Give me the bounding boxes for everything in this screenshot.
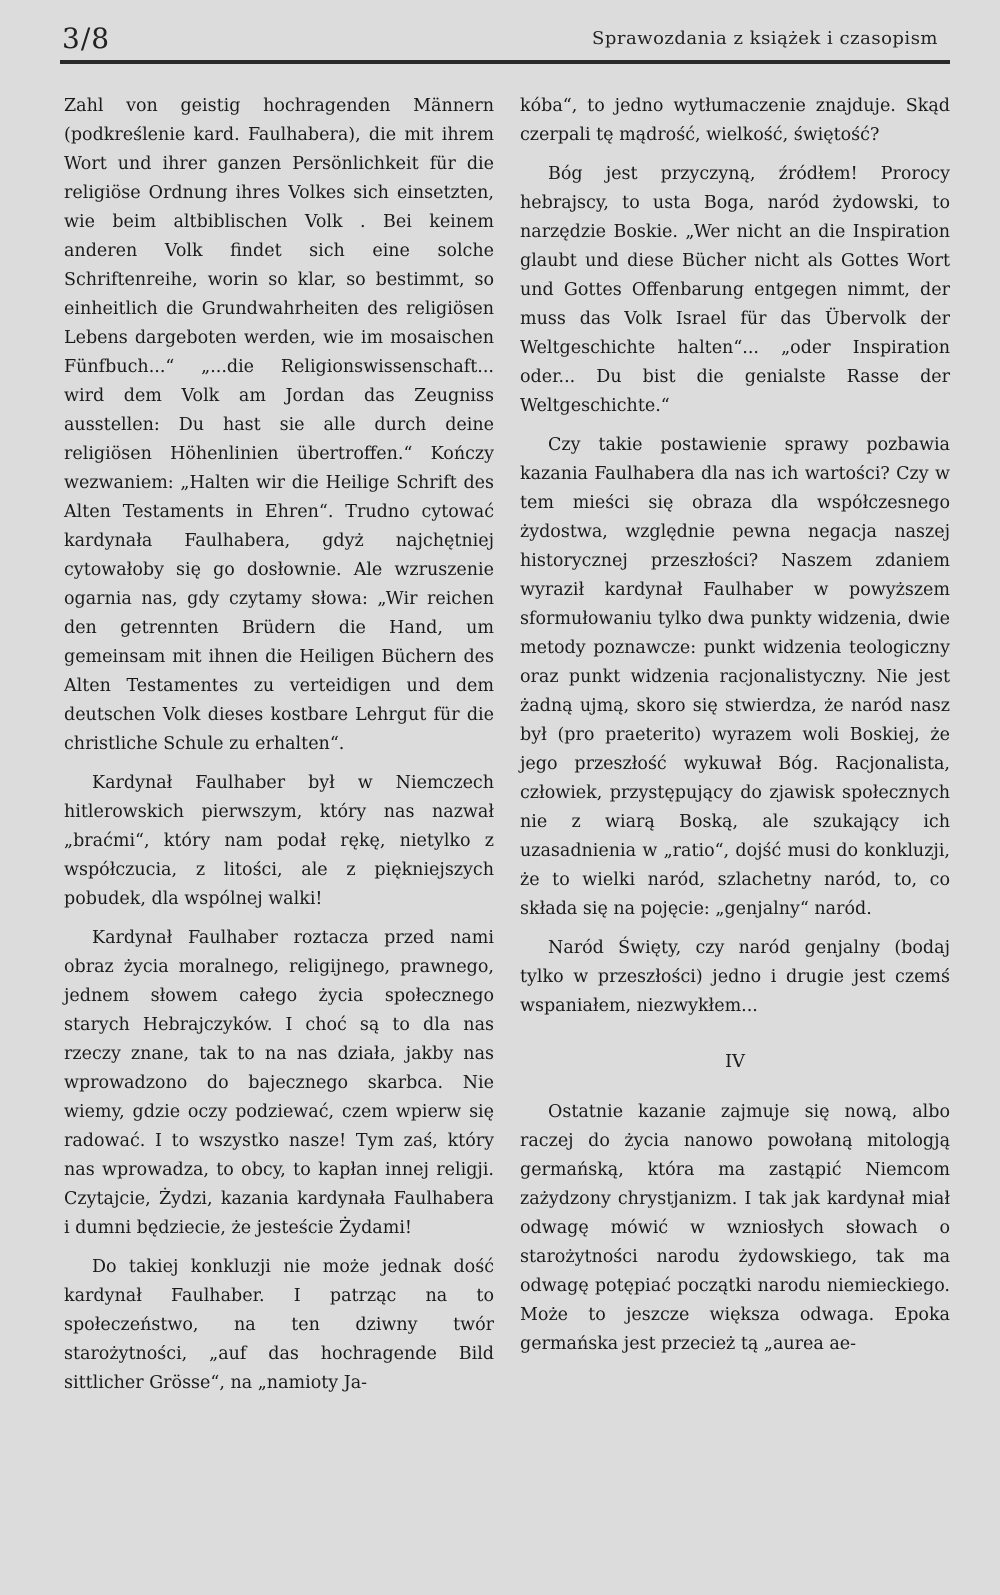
left-column	[64, 92, 494, 1398]
header-rule	[60, 60, 950, 64]
paragraph: Czy takie postawienie sprawy pozbawia kazania Faulhabera dla nas ich wartości? Czy w tem mieści się obraza dla współczesnego żydostwa, względnie pewna negacja naszej historycznej przeszłości? Naszem zdaniem wyraził kardynał Faulhaber w powyższem sformułowaniu tylko dwa punkty widzenia, dwie metody poznawcze: punkt widzenia teologiczny oraz punkt widzenia racjonalistyczny. Nie jest żadną ujmą, skoro się stwierdza, że naród nasz był (pro praeterito) wyrazem woli Boskiej, że jego przeszłość wykuwał Bóg. Racjonalista, człowiek, przystępujący do zjawisk społecznych nie z wiarą Boską, ale szukający ich uzasadnienia w „ratio“, dojść musi do konkluzji, że to wielki naród, szlachetny naród, to, co składa się na pojęcie: „genjalny“ naród.	[520, 435, 950, 919]
paragraph: Bóg jest przyczyną, źródłem! Prorocy hebrajscy, to usta Boga, naród żydowski, to narzędzie Boskie. „Wer nicht an die Inspiration glaubt und diese Bücher nicht als Gottes Wort und Gottes Offenbarung entgegen nimmt, der muss das Volk Israel für das Übervolk der Weltgeschichte halten“... „oder Inspiration oder... Du bist die genialste Rasse der Weltgeschichte.“	[520, 164, 950, 416]
paragraph: kóba“, to jedno wytłumaczenie znajduje. Skąd czerpali tę mądrość, wielkość, świętość?	[520, 96, 950, 145]
paragraph: Kardynał Faulhaber roztacza przed nami obraz życia moralnego, religijnego, prawnego, jednem słowem całego życia społecznego starych Hebrajczyków. I choć są to dla nas rzeczy znane, tak to na nas działa, jakby nas wprowadzono do bajecznego skarbca. Nie wiemy, gdzie oczy podziewać, czem wpierw się radować. I to wszystko nasze! Tym zaś, który nas wprowadza, to obcy, to kapłan innej religji. Czytajcie, Żydzi, kazania kardynała Faulhabera i dumni będziecie, że jesteście Żydami!	[64, 928, 494, 1238]
section-heading: IV	[724, 1051, 746, 1072]
paragraph: Zahl von geistig hochragenden Männern (podkreślenie kard. Faulhabera), die mit ihrem Wort und ihrer ganzen Persönlichkeit für die religiöse Ordnung ihres Volkes sich einsetzten, wie beim altbiblischen Volk . Bei keinem anderen Volk findet sich eine solche Schriftenreihe, worin so klar, so bestimmt, so einheitlich die Grundwahrheiten des religiösen Lebens dargeboten werden, wie im mosaischen Fünfbuch...“ „...die Religionswissenschaft... wird dem Volk am Jordan das Zeugniss ausstellen: Du hast sie alle durch deine religiösen Höhenlinien übertroffen.“ Kończy wezwaniem: „Halten wir die Heilige Schrift des Alten Testaments in Ehren“. Trudno cytować kardynała Faulhabera, gdyż najchętniej cytowałoby się go dosłownie. Ale wzruszenie ogarnia nas, gdy czytamy słowa: „Wir reichen den getrennten Brüdern die Hand, um gemeinsam mit ihnen die Heiligen Büchern des Alten Testamentes zu verteidigen und dem deutschen Volk dieses kostbare Lehrgut für die christliche Schule zu erhalten“.	[64, 96, 494, 754]
running-title: Sprawozdania z książek i czasopism	[591, 28, 938, 49]
paragraph: Do takiej konkluzji nie może jednak dość kardynał Faulhaber. I patrząc na to społeczeństwo, na ten dziwny twór starożytności, „auf das hochragende Bild sittlicher Grösse“, na „namioty Ja-	[64, 1257, 494, 1393]
paragraph: Ostatnie kazanie zajmuje się nową, albo raczej do życia nanowo powołaną mitologją germańską, która ma zastąpić Niemcom zażydzony chrystjanizm. I tak jak kardynał miał odwagę mówić w wzniosłych słowach o starożytności narodu żydowskiego, tak ma odwagę potępiać początki narodu niemieckiego. Może to jeszcze większa odwaga. Epoka germańska jest przecież tą „aurea ae-	[520, 1102, 950, 1354]
paragraph: Kardynał Faulhaber był w Niemczech hitlerowskich pierwszym, który nas nazwał „braćmi“, który nam podał rękę, nietylko z współczucia, z litości, ale z piękniejszych pobudek, dla wspólnej walki!	[64, 773, 494, 909]
right-column	[520, 92, 950, 1359]
paragraph: Naród Święty, czy naród genjalny (bodaj tylko w przeszłości) jedno i drugie jest czemś wspaniałem, niezwykłem...	[520, 938, 950, 1016]
page-number: 3/8	[62, 22, 111, 55]
